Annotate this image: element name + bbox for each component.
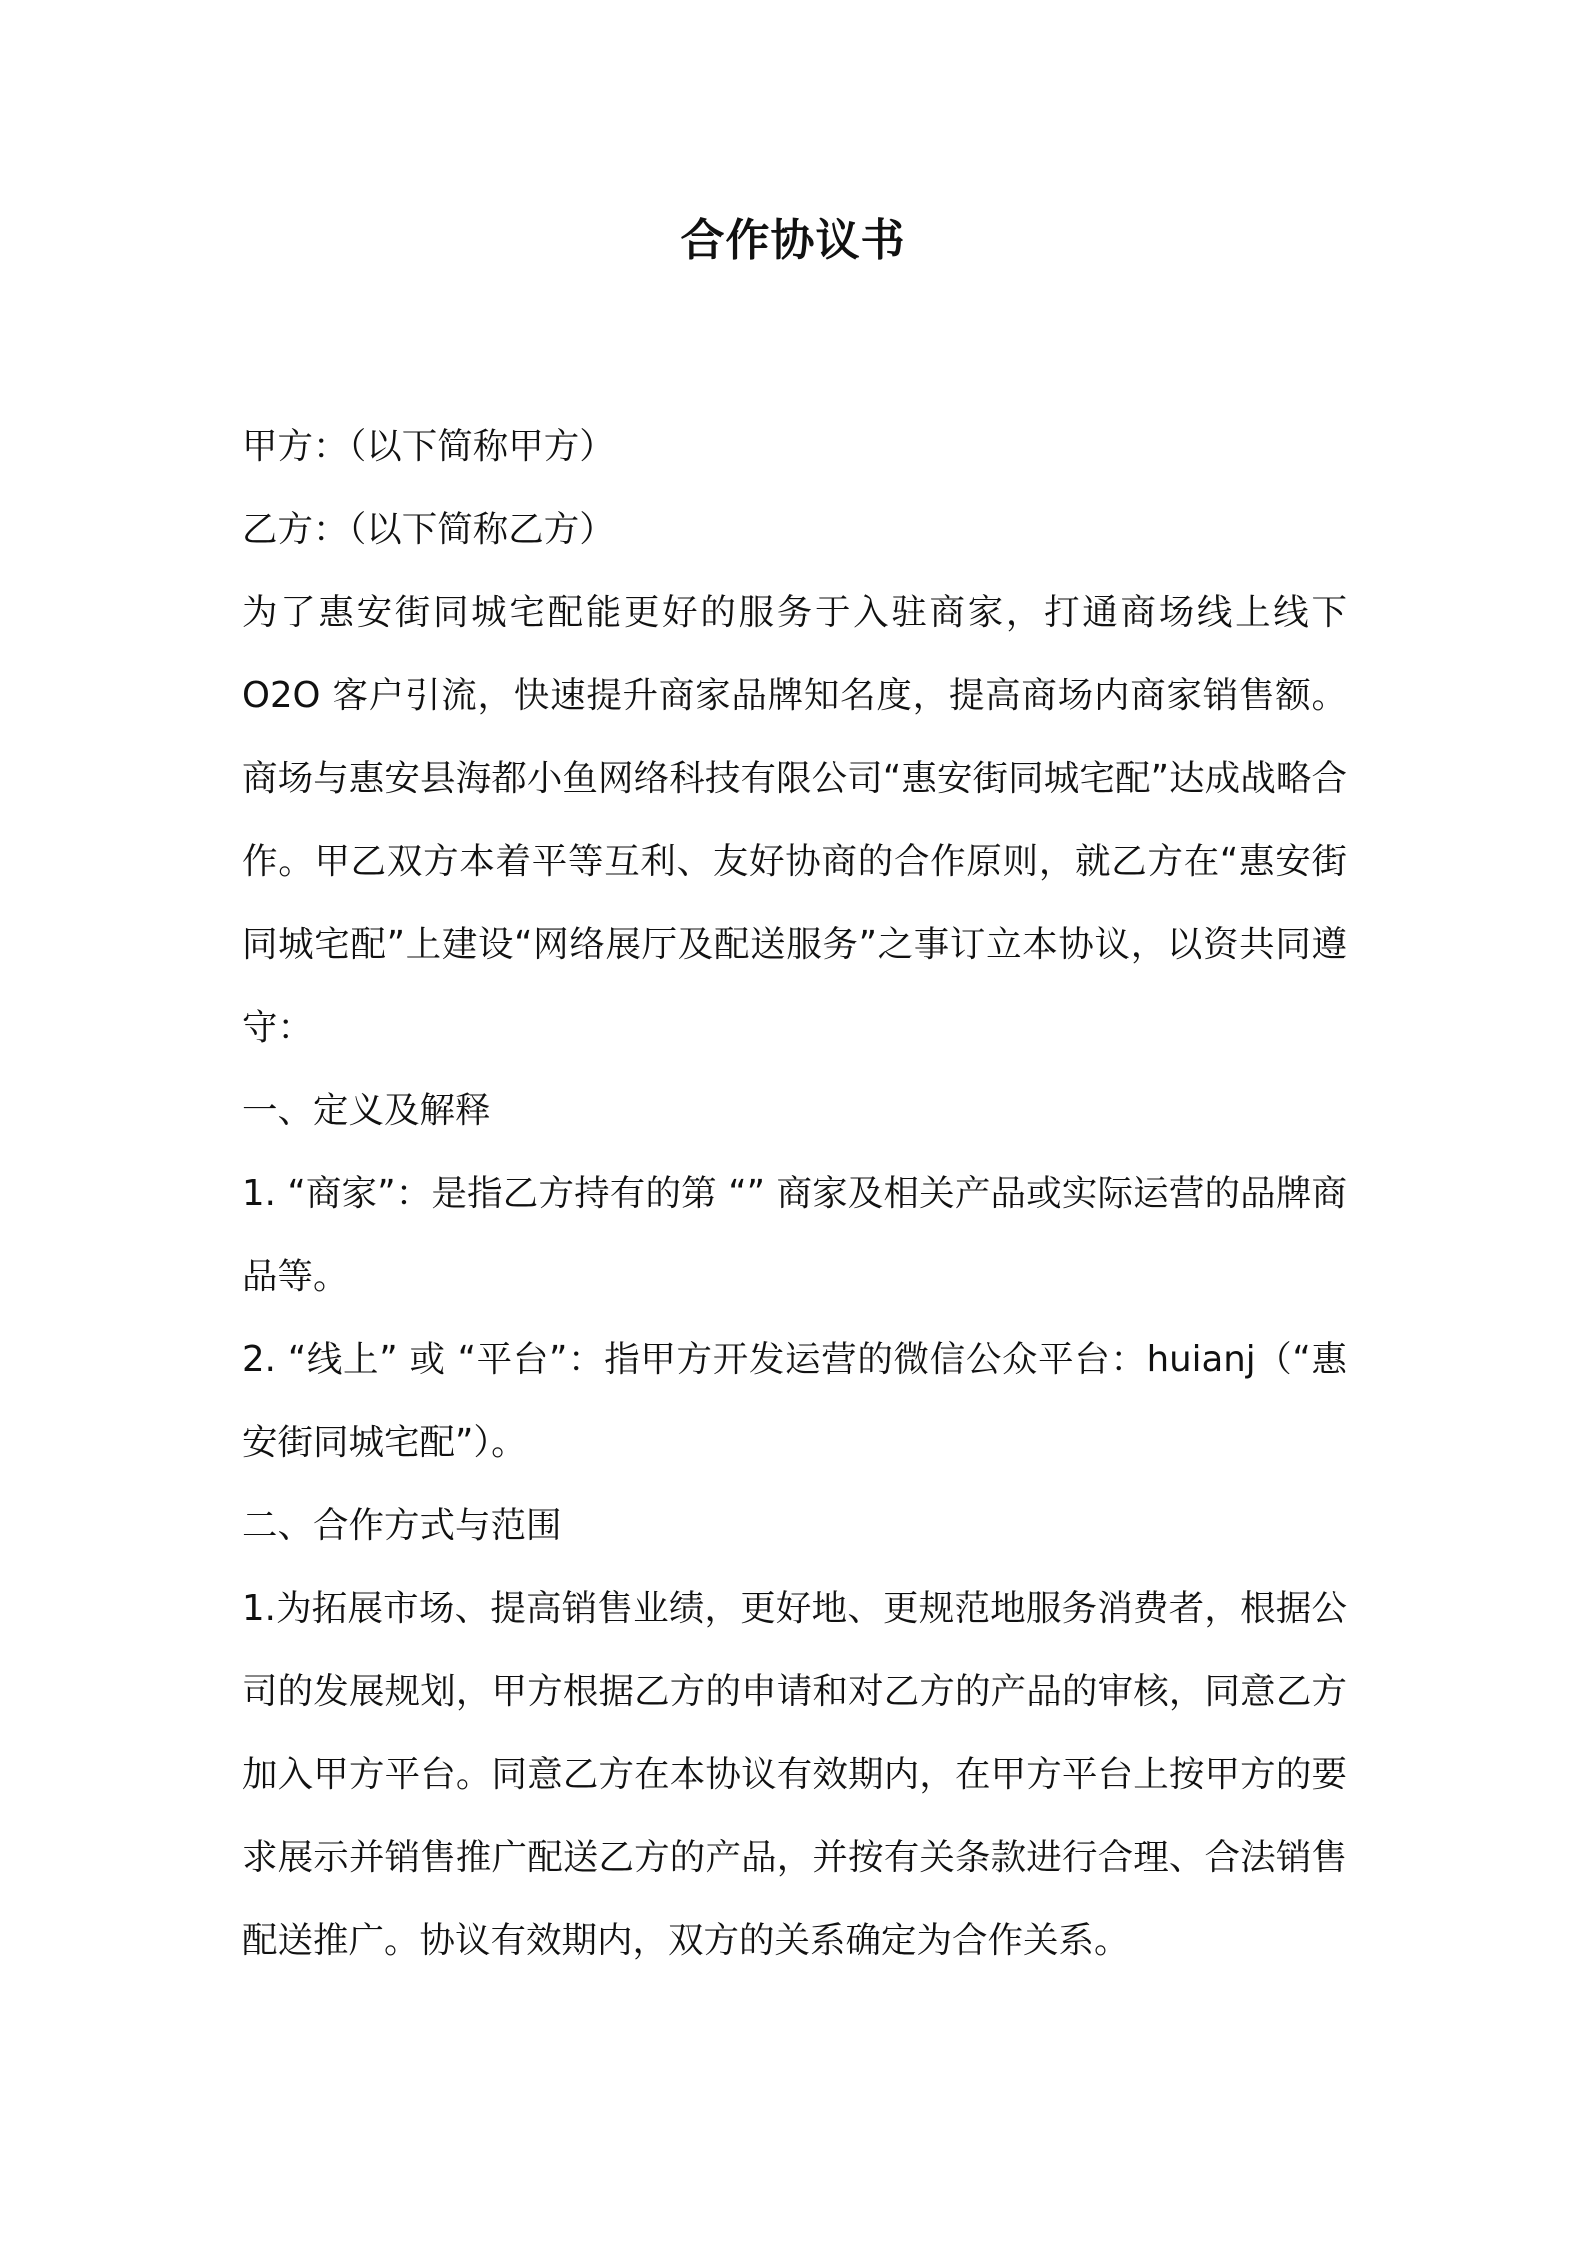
document-title: 合作协议书 [680, 215, 906, 266]
section1-item1: 1. “商家”：是指乙方持有的第 “” 商家及相关产品或实际运营的品牌商品等。 [242, 1173, 1347, 1297]
party-b-line: 乙方：（以下简称乙方） [242, 509, 615, 550]
section2-item1: 1.为拓展市场、提高销售业绩，更好地、更规范地服务消费者，根据公司的发展规划，甲方根据乙方的申请和对乙方的产品的审核，同意乙方加入甲方平台。同意乙方在本协议有效期内，在甲方平台上按甲方的要求展示并销售推广配送乙方的产品，并按有关条款进行合理、合法销售配送推广。协议有效期内，双方的关系确定为合作关系。 [242, 1588, 1347, 1961]
section2-heading: 二、合作方式与范围 [242, 1505, 562, 1546]
section1-heading: 一、定义及解释 [242, 1090, 491, 1131]
document-body [242, 405, 1347, 1982]
preamble-paragraph: 为了惠安街同城宅配能更好的服务于入驻商家，打通商场线上线下O2O 客户引流，快速提升商家品牌知名度，提高商场内商家销售额。商场与惠安县海都小鱼网络科技有限公司“惠安街同城宅配”达成战略合作。甲乙双方本着平等互利、友好协商的合作原则，就乙方在“惠安街同城宅配”上建设“网络展厅及配送服务”之事订立本协议，以资共同遵守： [242, 592, 1347, 1048]
section1-item2: 2. “线上” 或 “平台”：指甲方开发运营的微信公众平台：huianj（“惠安街同城宅配”）。 [242, 1339, 1347, 1463]
party-a-line: 甲方：（以下简称甲方） [242, 426, 615, 467]
